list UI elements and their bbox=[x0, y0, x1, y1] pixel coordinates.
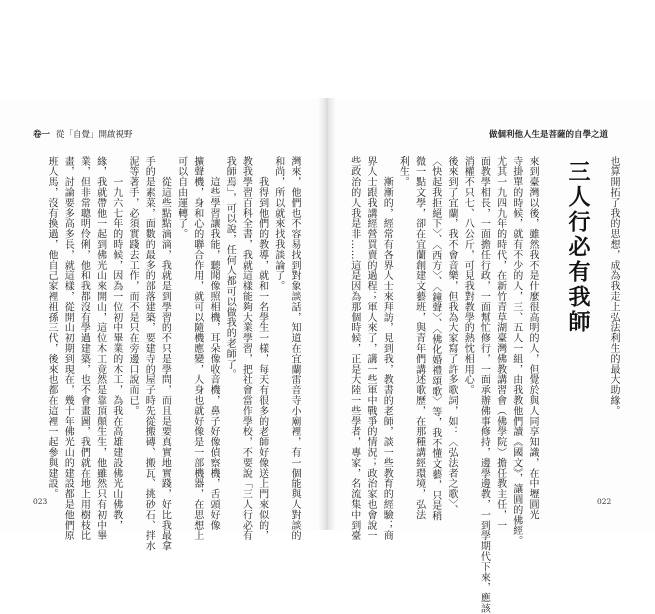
left-text-line: 泥等著手，必須實踐去工作，而不是只在旁邊口說而已。 bbox=[127, 156, 138, 416]
left-running-header bbox=[33, 128, 133, 140]
right-text-line: 消權不只七、八公斤，可見我對教學的熱忱相用心。 bbox=[462, 156, 474, 396]
right-text-line: 〈快起我拒絕下〉、〈西方〉、〈鐘聲〉、〈佛化婚禮頌歌〉等，我不懂文藝，只是稍 bbox=[429, 156, 441, 522]
left-page-number: 023 bbox=[33, 497, 48, 506]
right-text-line: 些政治的人我是非……這是因為那個時候，正是大陸一些學者，專家，名流集中到臺 bbox=[348, 156, 360, 541]
left-text-line: 教我學習百科全書，我就這樣能夠大業學習，把社會當作學校，不要說「三人行必有 bbox=[240, 156, 252, 541]
left-text-line: 業，但非常聰明伶俐，他和我都沒有學過建築，也不會畫圖，我們就在地上用樹枝比 bbox=[78, 156, 90, 541]
left-text-line: 從這些點點滴滴，我就是到學習的不只是學問，而且是要真實地實踐，好比我最拿 bbox=[159, 156, 171, 552]
right-text-line: 界人士跟我講經營買賣的過程；軍人來了，講一些軍中戰爭的情況；政治家也會說一 bbox=[365, 156, 376, 541]
left-text-line: 緣，我就帶他一起到佛光山來開山，這位木工竟然是靠頂顛生生，他雖然只有初中畢 bbox=[94, 156, 106, 541]
left-text-line: 和尚，所以就來找我談論了。 bbox=[272, 156, 284, 292]
left-text-line: 我得到他們的教導，就和一名學生一樣，每天有很多的老師好像送上門來似的， bbox=[256, 156, 268, 541]
right-text-line: 也算開拓了我的思想，成為我走上弘法利生的最大助緣。 bbox=[608, 156, 619, 416]
left-text-line: 手的是素菜，面數的最多的部落建築，要建寺的屋子時先從搬磚、搬瓦、挑砂石、拌水 bbox=[143, 156, 155, 552]
right-text-line: 尤其一九四九年的時代，在新竹青草湖臺灣佛教講習會（佛學院）擔任教主任，一 bbox=[494, 156, 506, 531]
left-text-line: 可以自由運轉了。 bbox=[175, 156, 187, 240]
right-text-line: 微一點文學，卻在宜蘭創建文藝班，與青年們講述歌歷，在那種講經環境，弘法 bbox=[413, 156, 425, 520]
left-text-line: 一九六七年的時候，因為一位初中畢業的木工，為我在高雄建設佛光山佛教， bbox=[110, 156, 122, 531]
right-text-line: 來到臺灣以後，雖然我不是什麼很高明的人，但覺於與人同享知識，在中壢圓光 bbox=[527, 156, 538, 520]
chapter-title: 從「自覺」開啟視野 bbox=[56, 130, 133, 140]
chapter-label: 卷一 bbox=[33, 130, 51, 140]
book-spread bbox=[0, 98, 655, 614]
left-text-line: 這些學習讓我能，聽聞像照相機，耳朵像收音機，鼻子好像偵察機，舌頭好像 bbox=[208, 156, 219, 531]
section-heading: 三人行必有我師 bbox=[565, 160, 590, 335]
right-text-line: 寺掛單的時候，就有不少的人，三、五人一組，由我教他們讀《國文》，讓圓的佛經。 bbox=[510, 156, 522, 547]
left-text-line: 擴聲機，身和心的聯合作用，就可以隨機應變，人身也就好像是一部機器，在思想上 bbox=[191, 156, 203, 541]
left-text-line: 灣來，他們也不容易找到對象談話，知道在宜蘭雷音寺小廟裡，有一個能與人對談的 bbox=[289, 156, 300, 541]
right-page bbox=[327, 98, 655, 530]
right-text-line: 漸漸的，經常有各界人士來拜訪，見到我，教書的老師，談一些教育的經驗；商 bbox=[381, 156, 393, 541]
right-page-number: 022 bbox=[597, 497, 612, 506]
right-text-line: 利生。 bbox=[397, 156, 409, 188]
left-text-line: 我師焉」，可以說，任何人都可以做我的老師了。 bbox=[224, 156, 236, 380]
right-text-line: 後來到了宜蘭，我不會音樂，但我為大家寫了許多歌詞，如：〈弘法者之歌〉、 bbox=[446, 156, 457, 515]
right-text-line: 面教學相長，一面擔任行政，一面幫忙修行，一面承辦佛事修持，邊學邊教，一到學期代下來，應該 bbox=[478, 156, 490, 614]
book-gutter bbox=[318, 98, 336, 530]
left-text-line: 班人馬，沒有換過，他自己家裡祖孫三代，後來也都在這裡一起參與建設。 bbox=[46, 156, 57, 500]
right-running-header: 做個利他人生是菩薩的自學之道 bbox=[489, 130, 609, 140]
left-text-line: 畫，討論要多高多長，就這樣，從開山初期到現在，幾十年佛光山的建設都是他們原 bbox=[62, 156, 74, 541]
